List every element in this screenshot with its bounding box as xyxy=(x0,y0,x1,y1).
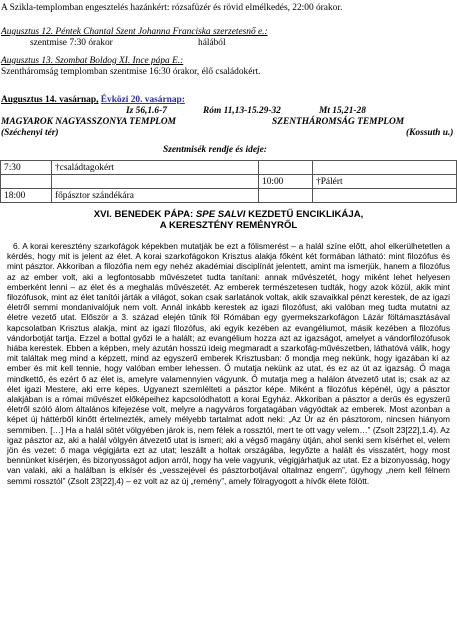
church-left-name: MAGYAROK NAGYASSZONYA TEMPLOM xyxy=(1,117,177,127)
article-title-author: XVI. BENEDEK PÁPA: xyxy=(93,209,194,220)
article-title-line1 xyxy=(0,209,457,220)
aug13-heading: Augusztus 13. Szombat Boldog XI. Ince pápa E.: xyxy=(1,56,184,66)
schedule-intention: †Pálért xyxy=(313,175,457,189)
church-left-place: (Széchenyi tér) xyxy=(1,128,59,138)
article-title xyxy=(0,209,457,231)
church-right-place: (Kossuth u.) xyxy=(406,128,454,138)
table-row xyxy=(1,189,457,203)
schedule-time: 7:30 xyxy=(1,161,52,175)
schedule-heading: Szentmisék rendje és ideje: xyxy=(163,145,267,155)
aug12-heading: Augusztus 12. Péntek Chantal Szent Johanna Franciska szerzetesnő e.: xyxy=(1,27,268,37)
aug12-mass: szentmise 7:30 órakor xyxy=(30,38,113,48)
table-row xyxy=(1,175,457,189)
schedule-time: 10:00 xyxy=(259,175,313,189)
table-row xyxy=(1,161,457,175)
article-title-rest: KEZDETŰ ENCIKLIKÁJA, xyxy=(248,209,364,220)
sunday-date: Augusztus 14. vasárnap, xyxy=(1,95,99,105)
sunday-name: Évközi 20. vasárnap: xyxy=(100,95,185,105)
aug13-text: Szentháromság templomban szentmise 16:30 órakor, élő családokért. xyxy=(1,67,261,77)
article-body: 6. A korai keresztény szarkofágok képekben mutatják be ezt a fölismerést – a halál színe előtt, ahol elkerülhetetlen a kérdés, hogy mit is jelent az élet. A korai szarkofágokon Krisztus alakja főként két formában látható: mint filozófus és mint pásztor. Akkoriban a filozófia nem egy nehéz akadémiai disciplínát jelentett, amint ma ismerjük, hanem a filozófus az az ember volt, aki a legfontosabb művészetet tudta tanítani: annak művészetét, hogy miként lehet helyesen emberként lenni – az élet és a meghalás művészetét. Az emberek természetesen tudták, hogy azok közül, akik mint filozófusok, mint az élet tanítói járták a világot, sokan csak sarlatánok voltak, akik szavaikkal pénzt kerestek, de az igazi életről semmi mondanivalójuk nem volt. Annál inkább kerestek az igazi filozófust, aki valóban meg tudta mutatni az életre vezető utat. Először a 3. század elején tűnik föl Rómában egy gyermekszarkofágon Lázár föltámasztásával kapcsolatban Krisztus alakja, mint az igazi filozófus, aki egyik kezében az evangéliumot, másik kezében a filozófus vándorbotját tartja. Ezzel a bottal győzi le a halált; az evangélium hozza azt az igazságot, amelyet a vándorfilozófusok hiába kerestek. Ebben a képben, mely azután hosszú ideig megmaradt a szarkofág-művészetben, láthatóvá válik, hogy mit találtak meg mind a képzett, mind az egyszerű emberek Krisztusban: ő mondja meg nekünk, hogy igazában ki az ember és mit kell tennie, hogy valóban ember lehessen. Ő mutatja nekünk az utat, és ez az út az igazság. Ő maga mindkettő, és ezért ő az élet is, amelyre valamennyien vágyunk. Ő mutatja meg a halálon átvezető utat is; csak az az élet igazi Mestere, aki erre képes. Ugyanezt szemlélteti a pásztor képe. Miként a filozófus képénél, úgy a pásztor alakjában is a római művészet előképeihez kapcsolódhatott a korai Egyház. Akkoriban a pásztor a derűs és egyszerű életről szóló álom általános kifejezése volt, melyre a nagyváros forgatagában vágyódtak az emberek. Most azonban a képet új háttérből kinőtt értelmezték, amely mélyebb tartalmat adott neki: „Az Úr az én pásztorom, nincsen hiányom semmiben. […] Ha a halál sötét völgyében járok is, nem félek a rossztól, mert te ott vagy velem…” (Zsolt 23[22],1.4). Az igaz pásztor az, aki a halál völgyén átvezető utat is ismeri; aki a végső magány útján, ahol senki sem kísérhet el, velem jön és vezet: ő maga végigjárta ezt az utat; leszállt a holtak országába, legyőzte a halált és visszatért, hogy most bennünket kísérjen, és bizonyosságot adjon arról, hogy ha vele vagyunk, végigjárhatjuk az utat. Ez a bizonyosság, hogy van valaki, aki a halálban is elkísér és „vesszejével és pásztorbotjával oltalmaz engem”, úgyhogy „nem kell félnem semmi rossztól” (Zsolt 23[22],4) – ez volt az az új „remény”, amely fölragyogott a hívők élete fölött. xyxy=(7,241,450,486)
reading-1: Iz 56,1.6-7 xyxy=(126,106,167,116)
reading-3: Mt 15,21-28 xyxy=(319,106,366,116)
sunday-title xyxy=(1,95,185,106)
schedule-intention: főpásztor szándékára xyxy=(52,189,259,203)
aug12-intention: hálából xyxy=(198,38,226,48)
article-title-line2: A KERESZTÉNY REMÉNYRŐL xyxy=(159,220,298,231)
reading-2: Róm 11,13-15.29-32 xyxy=(203,106,281,116)
adoration-notice: A Szikla-templomban engesztelés hazánkért: rózsafüzér és rövid elmélkedés, 22:00 órakor. xyxy=(1,3,343,13)
article-title-encyclical: SPE SALVI xyxy=(195,209,246,220)
church-right-name: SZENTHÁROMSÁG TEMPLOM xyxy=(272,117,405,127)
schedule-time: 18:00 xyxy=(1,189,52,203)
mass-schedule-table xyxy=(0,160,457,203)
schedule-intention: †családtagokért xyxy=(52,161,259,175)
